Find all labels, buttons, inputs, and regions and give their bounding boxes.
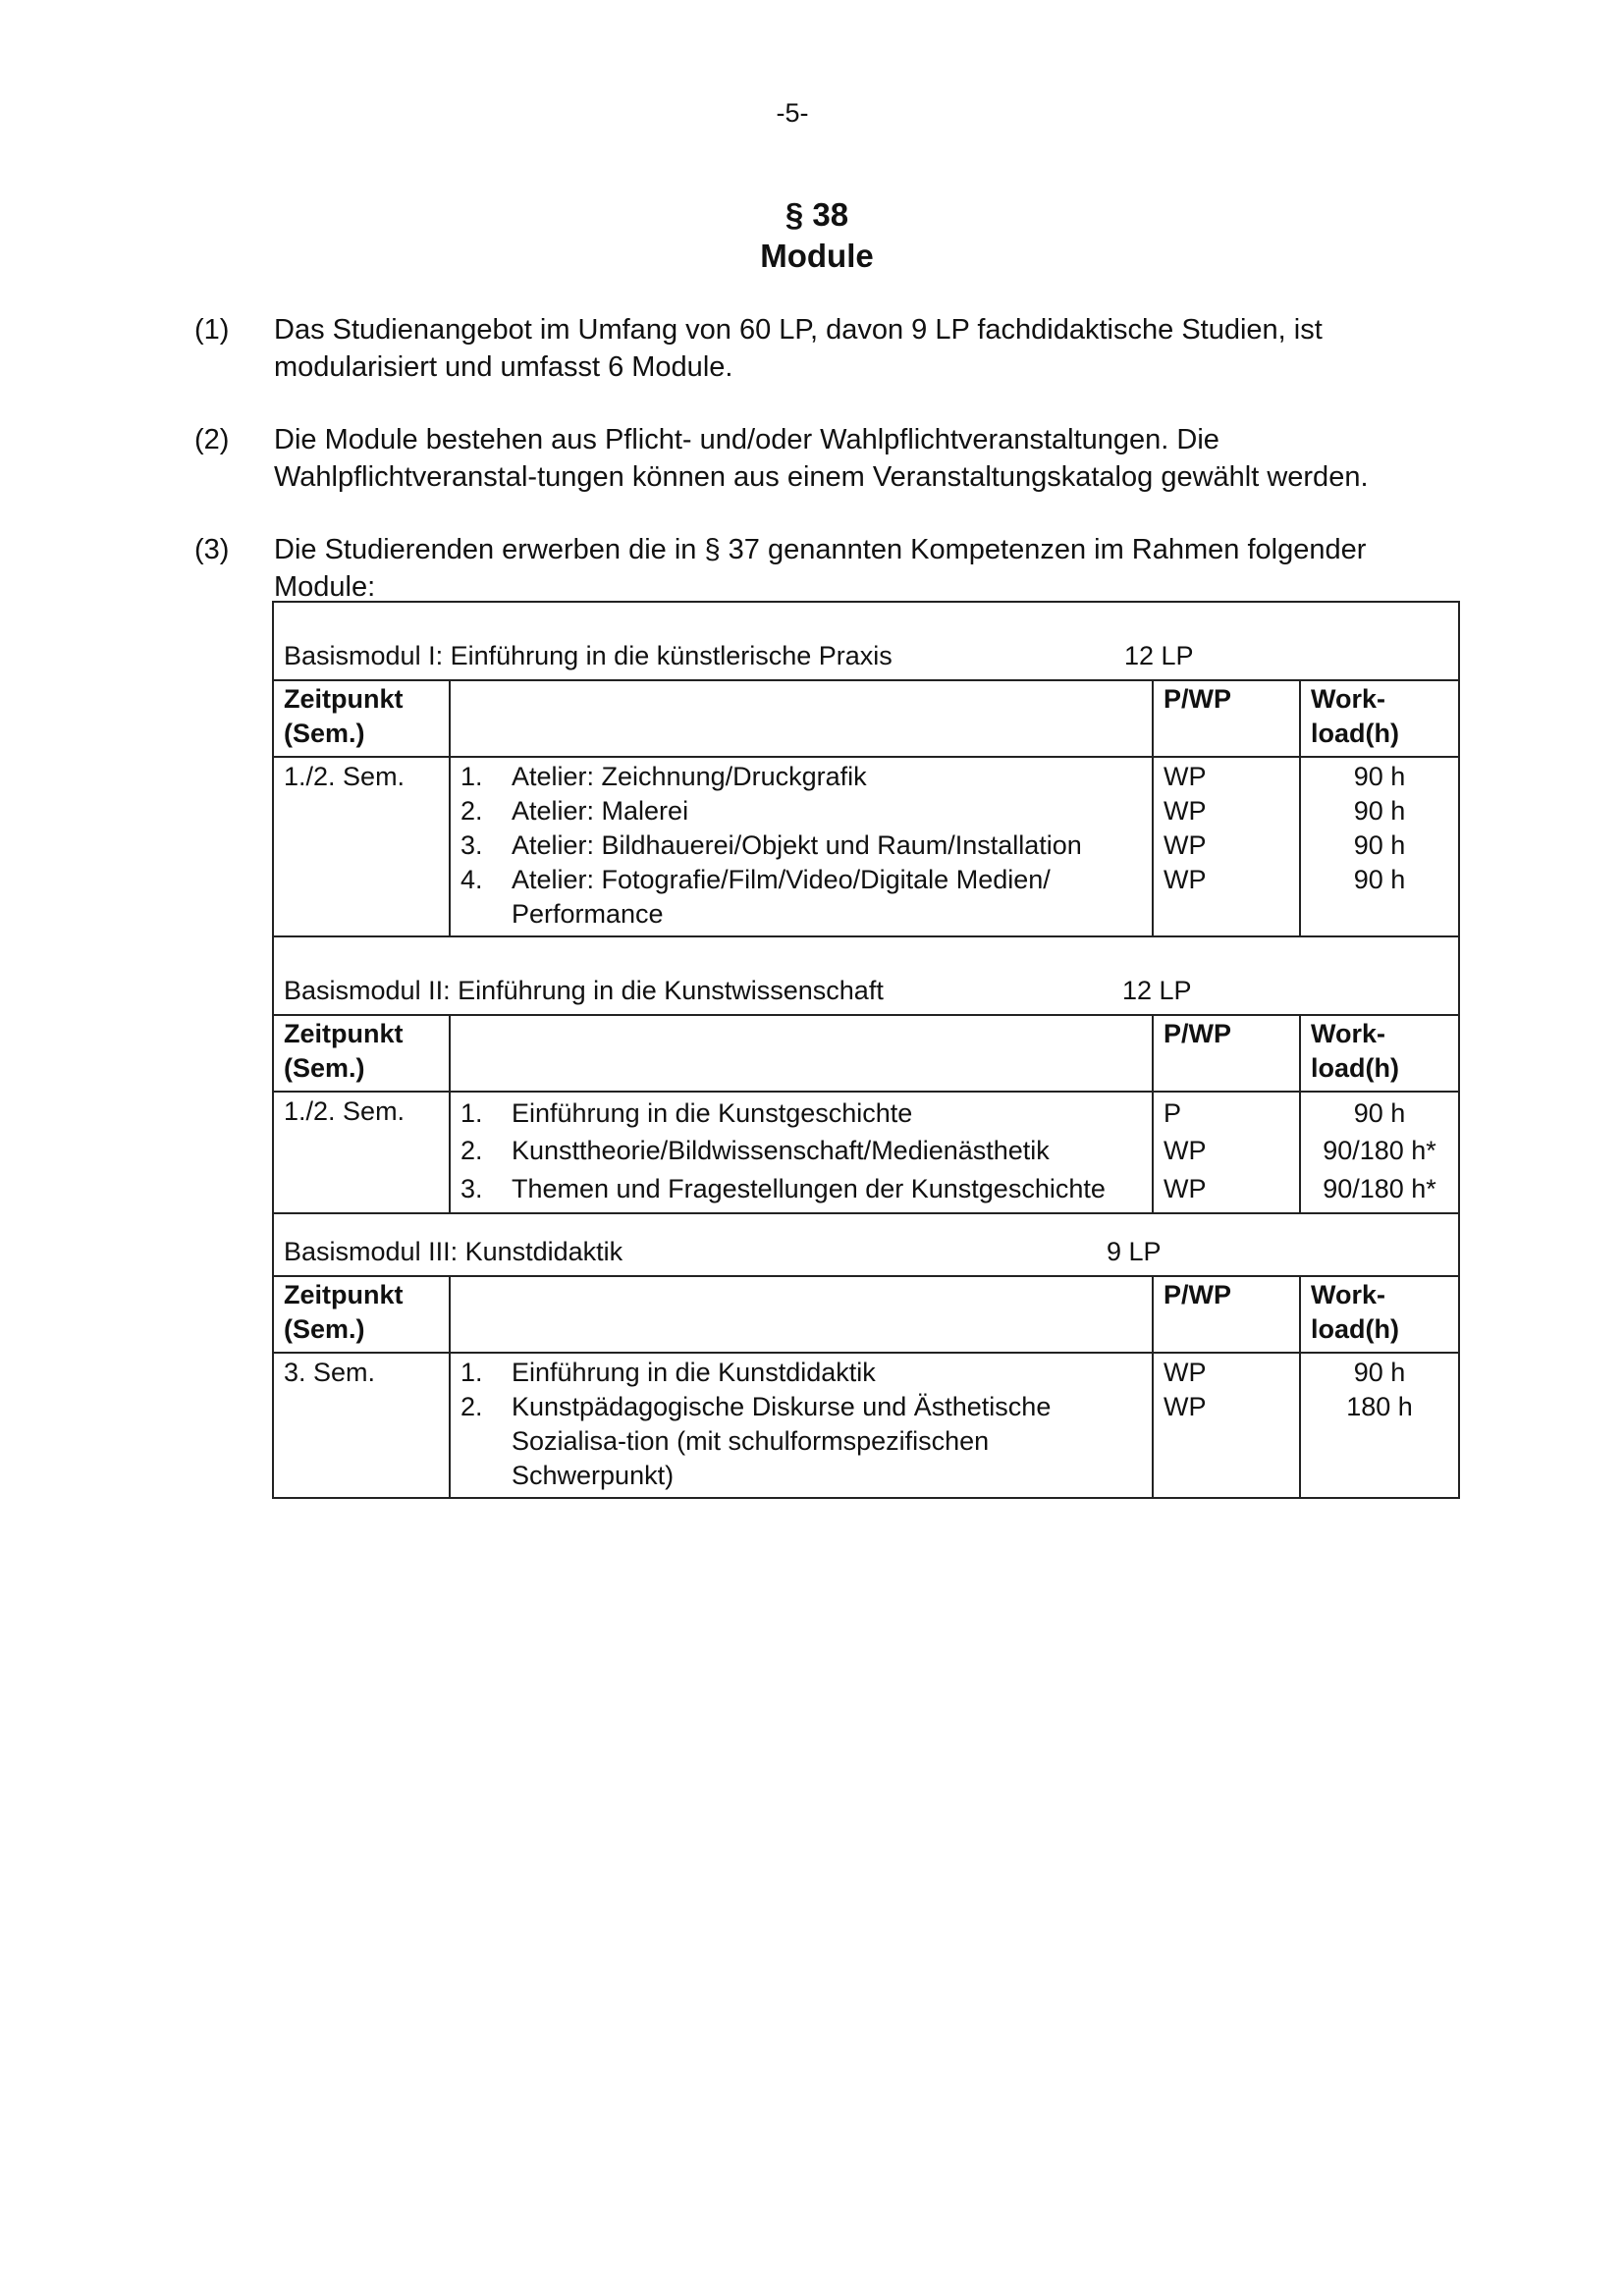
paragraph-text: Das Studienangebot im Umfang von 60 LP, davon 9 LP fachdidaktische Studien, ist modularisiert und umfasst 6 Module. xyxy=(274,314,1323,383)
item-label: Kunstpädagogische Diskurse und Ästhetische Sozialisa-tion (mit schulformspezifischen Schwerpunkt) xyxy=(512,1392,1052,1490)
item-label: Atelier: Fotografie/Film/Video/Digitale Medien/ Performance xyxy=(512,865,1051,929)
item-workload: 90 h xyxy=(1353,762,1406,791)
module-basismodul-2 xyxy=(274,935,1458,1212)
module-lp: 9 LP xyxy=(1107,1237,1162,1266)
item-number: 2. xyxy=(460,1392,483,1421)
header-workload: Work-load(h) xyxy=(1311,1019,1399,1083)
item-workload: 180 h xyxy=(1346,1392,1413,1421)
module-basismodul-1 xyxy=(274,603,1458,935)
table-header-row xyxy=(274,1275,1458,1352)
item-label: Kunsttheorie/Bildwissenschaft/Medienästhetik xyxy=(512,1136,1050,1165)
item-type: WP xyxy=(1164,1136,1207,1165)
type-cell xyxy=(1154,1354,1301,1497)
course-list-cell xyxy=(451,758,1154,935)
list-item xyxy=(460,1170,1142,1208)
list-item xyxy=(460,863,1142,932)
header-pwp: P/WP xyxy=(1154,1016,1301,1091)
item-type: WP xyxy=(1164,762,1207,791)
module-title-row xyxy=(274,937,1458,1014)
header-blank xyxy=(451,681,1154,756)
list-item xyxy=(460,794,1142,828)
item-workload: 90 h xyxy=(1353,796,1406,826)
paragraph-number: (2) xyxy=(194,424,230,455)
item-label: Einführung in die Kunstgeschichte xyxy=(512,1098,913,1128)
header-blank xyxy=(451,1277,1154,1352)
paragraph-number: (1) xyxy=(194,314,230,346)
header-blank xyxy=(451,1016,1154,1091)
header-workload: Work-load(h) xyxy=(1311,684,1399,748)
paragraph-text: Die Module bestehen aus Pflicht- und/oder Wahlpflichtveranstaltungen. Die Wahlpflichtveranstal-tungen können aus einem Veranstaltungskatalog gewählt werden. xyxy=(274,424,1369,493)
type-cell xyxy=(1154,758,1301,935)
item-label: Atelier: Zeichnung/Druckgrafik xyxy=(512,762,867,791)
workload-cell xyxy=(1301,758,1458,935)
workload-cell xyxy=(1301,1354,1458,1497)
list-item xyxy=(460,1095,1142,1132)
semester-cell: 1./2. Sem. xyxy=(274,1093,451,1212)
header-zeitpunkt: Zeitpunkt (Sem.) xyxy=(274,1277,451,1352)
item-workload: 90/180 h* xyxy=(1323,1174,1436,1203)
table-row xyxy=(274,1352,1458,1497)
item-type: P xyxy=(1164,1098,1182,1128)
page-number: -5- xyxy=(776,98,809,128)
item-number: 1. xyxy=(460,762,483,791)
header-workload: Work-load(h) xyxy=(1311,1280,1399,1344)
list-item xyxy=(460,1390,1142,1493)
item-number: 4. xyxy=(460,865,483,894)
header-pwp: P/WP xyxy=(1154,681,1301,756)
list-item xyxy=(460,828,1142,863)
module-lp: 12 LP xyxy=(1124,641,1194,670)
item-number: 1. xyxy=(460,1358,483,1387)
paragraph-1 xyxy=(194,311,1461,386)
type-cell xyxy=(1154,1093,1301,1212)
item-number: 3. xyxy=(460,830,483,860)
item-label: Atelier: Malerei xyxy=(512,796,689,826)
header-zeitpunkt: Zeitpunkt (Sem.) xyxy=(274,681,451,756)
item-workload: 90 h xyxy=(1353,1098,1406,1128)
list-item xyxy=(460,760,1142,794)
item-label: Themen und Fragestellungen der Kunstgeschichte xyxy=(512,1174,1106,1203)
module-title-row xyxy=(274,603,1458,679)
item-workload: 90 h xyxy=(1353,830,1406,860)
paragraph-number: (3) xyxy=(194,534,230,565)
module-title: Basismodul I: Einführung in die künstlerische Praxis xyxy=(284,641,893,670)
item-type: WP xyxy=(1164,1358,1207,1387)
item-label: Einführung in die Kunstdidaktik xyxy=(512,1358,876,1387)
item-number: 2. xyxy=(460,796,483,826)
item-label: Atelier: Bildhauerei/Objekt und Raum/Installation xyxy=(512,830,1082,860)
table-row xyxy=(274,756,1458,935)
paragraph-3 xyxy=(194,531,1461,606)
module-title: Basismodul III: Kunstdidaktik xyxy=(284,1237,623,1266)
paragraph-text: Die Studierenden erwerben die in § 37 genannten Kompetenzen im Rahmen folgender Module: xyxy=(274,534,1367,603)
workload-cell xyxy=(1301,1093,1458,1212)
module-title: Basismodul II: Einführung in die Kunstwissenschaft xyxy=(284,976,884,1005)
item-number: 1. xyxy=(460,1098,483,1128)
paragraph-2 xyxy=(194,421,1461,496)
course-list-cell xyxy=(451,1354,1154,1497)
module-title-row xyxy=(274,1214,1458,1275)
course-list-cell xyxy=(451,1093,1154,1212)
header-pwp: P/WP xyxy=(1154,1277,1301,1352)
module-lp: 12 LP xyxy=(1122,976,1192,1005)
item-workload: 90 h xyxy=(1353,1358,1406,1387)
header-zeitpunkt: Zeitpunkt (Sem.) xyxy=(274,1016,451,1091)
module-table xyxy=(272,601,1460,1499)
module-basismodul-3 xyxy=(274,1212,1458,1497)
semester-cell: 1./2. Sem. xyxy=(274,758,451,935)
item-type: WP xyxy=(1164,1392,1207,1421)
table-header-row xyxy=(274,679,1458,756)
item-type: WP xyxy=(1164,830,1207,860)
list-item xyxy=(460,1356,1142,1390)
item-workload: 90/180 h* xyxy=(1323,1136,1436,1165)
section-heading xyxy=(0,194,1624,277)
section-title: Module xyxy=(760,238,874,274)
item-workload: 90 h xyxy=(1353,865,1406,894)
item-type: WP xyxy=(1164,1174,1207,1203)
list-item xyxy=(460,1132,1142,1170)
table-row xyxy=(274,1091,1458,1212)
semester-cell: 3. Sem. xyxy=(274,1354,451,1497)
section-number: § 38 xyxy=(785,196,849,233)
table-header-row xyxy=(274,1014,1458,1091)
item-type: WP xyxy=(1164,865,1207,894)
item-number: 3. xyxy=(460,1174,483,1203)
item-number: 2. xyxy=(460,1136,483,1165)
item-type: WP xyxy=(1164,796,1207,826)
